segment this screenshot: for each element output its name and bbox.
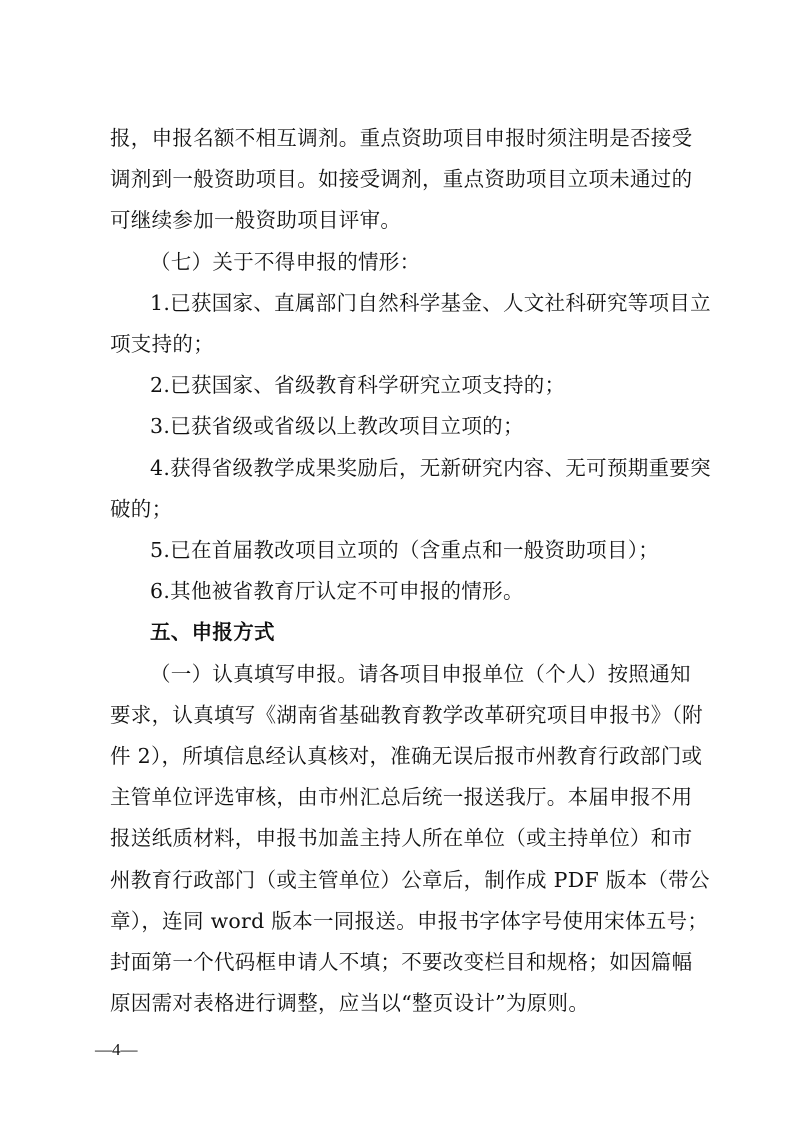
list-item: 5.已在首届教改项目立项的（含重点和一般资助项目）； [150,538,660,562]
body-text-line: 报送纸质材料，申报书加盖主持人所在单位（或主持单位）和市 [110,826,693,850]
list-item: 3.已获省级或省级以上教改项目立项的； [150,414,524,438]
body-text-line: 原因需对表格进行调整，应当以“整页设计”为原则。 [110,991,590,1015]
section-heading: 五、申报方式 [150,620,275,644]
list-item: 4.获得省级教学成果奖励后，无新研究内容、无可预期重要突 [150,456,711,480]
list-item: 6.其他被省教育厅认定不可申报的情形。 [150,579,524,603]
list-item-continuation: 项支持的； [110,332,214,356]
body-text-line: 封面第一个代码框申请人不填；不要改变栏目和规格；如因篇幅 [110,950,693,974]
page-number: —4— [95,1040,138,1059]
list-item-continuation: 破的； [110,497,173,521]
body-text-line: 报，申报名额不相互调剂。重点资助项目申报时须注明是否接受 [110,126,693,150]
list-item: 2.已获国家、省级教育科学研究立项支持的； [150,373,566,397]
body-text-line: 州教育行政部门（或主管单位）公章后，制作成 PDF 版本（带公 [110,868,710,892]
list-item: 1.已获国家、直属部门自然科学基金、人文社科研究等项目立 [150,291,711,315]
body-text-line: 要求，认真填写《湖南省基础教育教学改革研究项目申报书》（附 [110,703,703,727]
body-text-line: 章），连同 word 版本一同报送。申报书字体字号使用宋体五号； [110,909,709,933]
body-text-line: 可继续参加一般资助项目评审。 [110,208,402,232]
body-text-line: 调剂到一般资助项目。如接受调剂，重点资助项目立项未通过的 [110,167,693,191]
subsection-heading: （七）关于不得申报的情形： [150,250,421,274]
body-text-line: 件 2），所填信息经认真核对，准确无误后报市州教育行政部门或 [110,744,703,768]
body-text-line: 主管单位评选审核，由市州汇总后统一报送我厅。本届申报不用 [110,785,693,809]
subsection-paragraph-start: （一）认真填写申报。请各项目申报单位（个人）按照通知 [150,662,691,686]
